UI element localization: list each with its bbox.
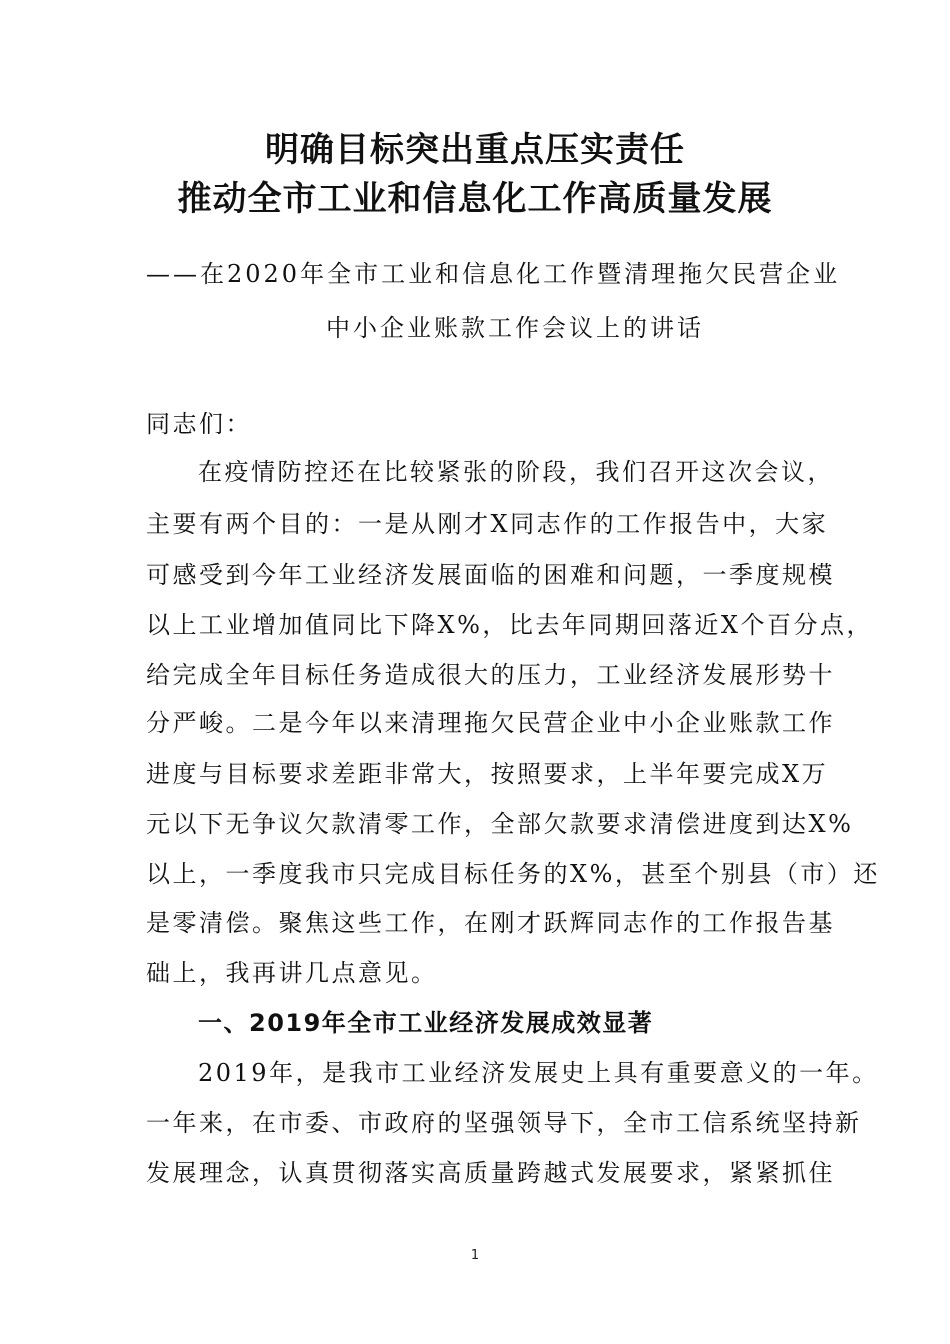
paragraph-1-line: 进度与目标要求差距非常大，按照要求，上半年要完成X万 bbox=[146, 760, 829, 788]
subtitle-line-1: ——在2020年全市工业和信息化工作暨清理拖欠民营企业 bbox=[146, 260, 841, 288]
paragraph-2-line: 发展理念，认真贯彻落实高质量跨越式发展要求，紧紧抓住 bbox=[146, 1159, 835, 1187]
title-line-2: 推动全市工业和信息化工作高质量发展 bbox=[177, 179, 773, 219]
paragraph-1-line: 础上，我再讲几点意见。 bbox=[146, 959, 438, 987]
paragraph-1-line: 主要有两个目的：一是从刚才X同志作的工作报告中，大家 bbox=[146, 510, 829, 538]
paragraph-2-line: 一年来，在市委、市政府的坚强领导下，全市工信系统坚持新 bbox=[146, 1109, 862, 1137]
paragraph-1-line: 以上，一季度我市只完成目标任务的X%，甚至个别县（市）还 bbox=[146, 860, 880, 888]
paragraph-1-line: 在疫情防控还在比较紧张的阶段，我们召开这次会议， bbox=[198, 458, 834, 486]
paragraph-1-line: 可感受到今年工业经济发展面临的困难和问题，一季度规模 bbox=[146, 561, 835, 589]
title-line-1: 明确目标突出重点压实责任 bbox=[265, 130, 685, 170]
paragraph-2-line: 2019年，是我市工业经济发展史上具有重要意义的一年。 bbox=[198, 1059, 879, 1087]
paragraph-1-line: 分严峻。二是今年以来清理拖欠民营企业中小企业账款工作 bbox=[146, 709, 835, 737]
paragraph-1-line: 是零清偿。聚焦这些工作，在刚才跃辉同志作的工作报告基 bbox=[146, 909, 835, 937]
greeting: 同志们： bbox=[146, 410, 252, 438]
paragraph-1-line: 以上工业增加值同比下降X%，比去年同期回落近X个百分点， bbox=[146, 611, 873, 639]
subtitle-line-2: 中小企业账款工作会议上的讲话 bbox=[326, 314, 704, 342]
paragraph-1-line: 元以下无争议欠款清零工作，全部欠款要求清偿进度到达X% bbox=[146, 810, 854, 838]
page-number: 1 bbox=[470, 1248, 480, 1263]
section-heading: 一、2019年全市工业经济发展成效显著 bbox=[198, 1009, 654, 1037]
paragraph-1-line: 给完成全年目标任务造成很大的压力，工业经济发展形势十 bbox=[146, 661, 835, 689]
